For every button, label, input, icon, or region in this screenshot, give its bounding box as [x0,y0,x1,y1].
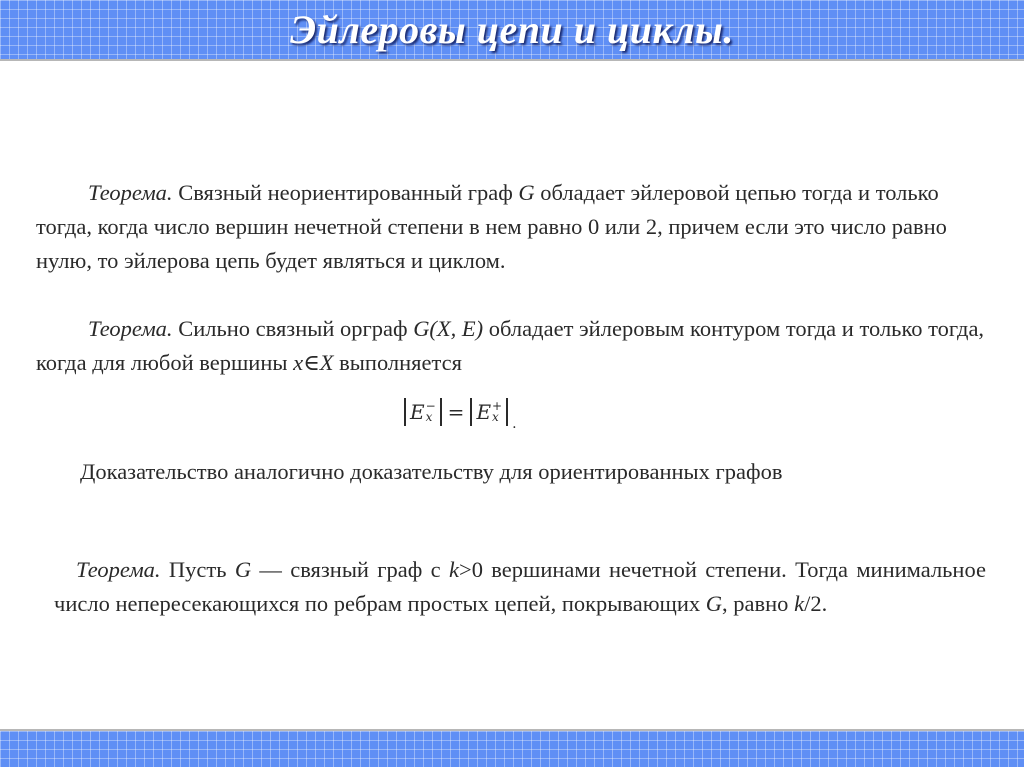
in-degree-abs [404,398,442,426]
theorem-2-vertex-symbol: x∈X [293,350,334,375]
footer-band [0,731,1024,767]
theorem-2-text-a: Сильно связный орграф [172,316,414,341]
equals-sign: = [447,400,465,424]
theorem-3-k-symbol-2: k [794,591,805,616]
theorem-3-text-d: , равно [722,591,795,616]
theorem-3-graph-symbol-2: G [705,591,723,616]
theorem-3-graph-symbol: G [234,557,252,582]
theorem-3-label: Теорема. [76,557,161,582]
formula-period: . [512,416,517,432]
theorem-3-text-e: /2. [804,591,828,616]
degree-equality-formula [404,392,517,432]
theorem-1 [36,176,988,278]
theorem-1-text-b: обладает эйлеровой цепью тогда и только тогда, когда число вершин нечетной степени в нем равно 0 или 2, причем если это число равно нулю, то эйлерова цепь будет являться и циклом. [36,180,947,273]
theorem-2-text-b: обладает эйлеровым контуром тогда и только тогда, когда для любой вершины [36,316,985,375]
theorem-1-graph-symbol: G [518,180,535,205]
theorem-2 [36,312,988,380]
in-edge-symbol: E [410,400,425,424]
theorem-2-label: Теорема. [88,316,173,341]
in-sub: x [425,410,433,424]
out-sup: + [492,399,503,413]
theorem-2-graph-symbol: G(X, E) [413,316,484,341]
theorem-2-text-c: выполняется [333,350,462,375]
theorem-3-text-c: >0 вершинами нечетной степени. Тогда минимальное число непересекающихся по ребрам простых цепей, покрывающих [54,557,986,616]
theorem-3 [54,553,986,621]
in-sup: − [425,399,436,413]
out-edge-symbol: E [476,400,492,424]
theorem-3-text-a: Пусть [160,557,235,582]
theorem-3-text-b: — связный граф с [251,557,449,582]
theorem-1-text-a: Связный неориентированный граф [172,180,519,205]
proof-note: Доказательство аналогично доказательству для ориентированных графов [80,459,783,484]
theorem-3-k-symbol: k [449,557,459,582]
slide-title: Эйлеровы цепи и циклы. [290,7,734,52]
theorem-1-label: Теорема. [88,180,173,205]
out-degree-abs [470,398,508,426]
header-divider [0,59,1024,61]
out-sub: x [492,410,499,424]
